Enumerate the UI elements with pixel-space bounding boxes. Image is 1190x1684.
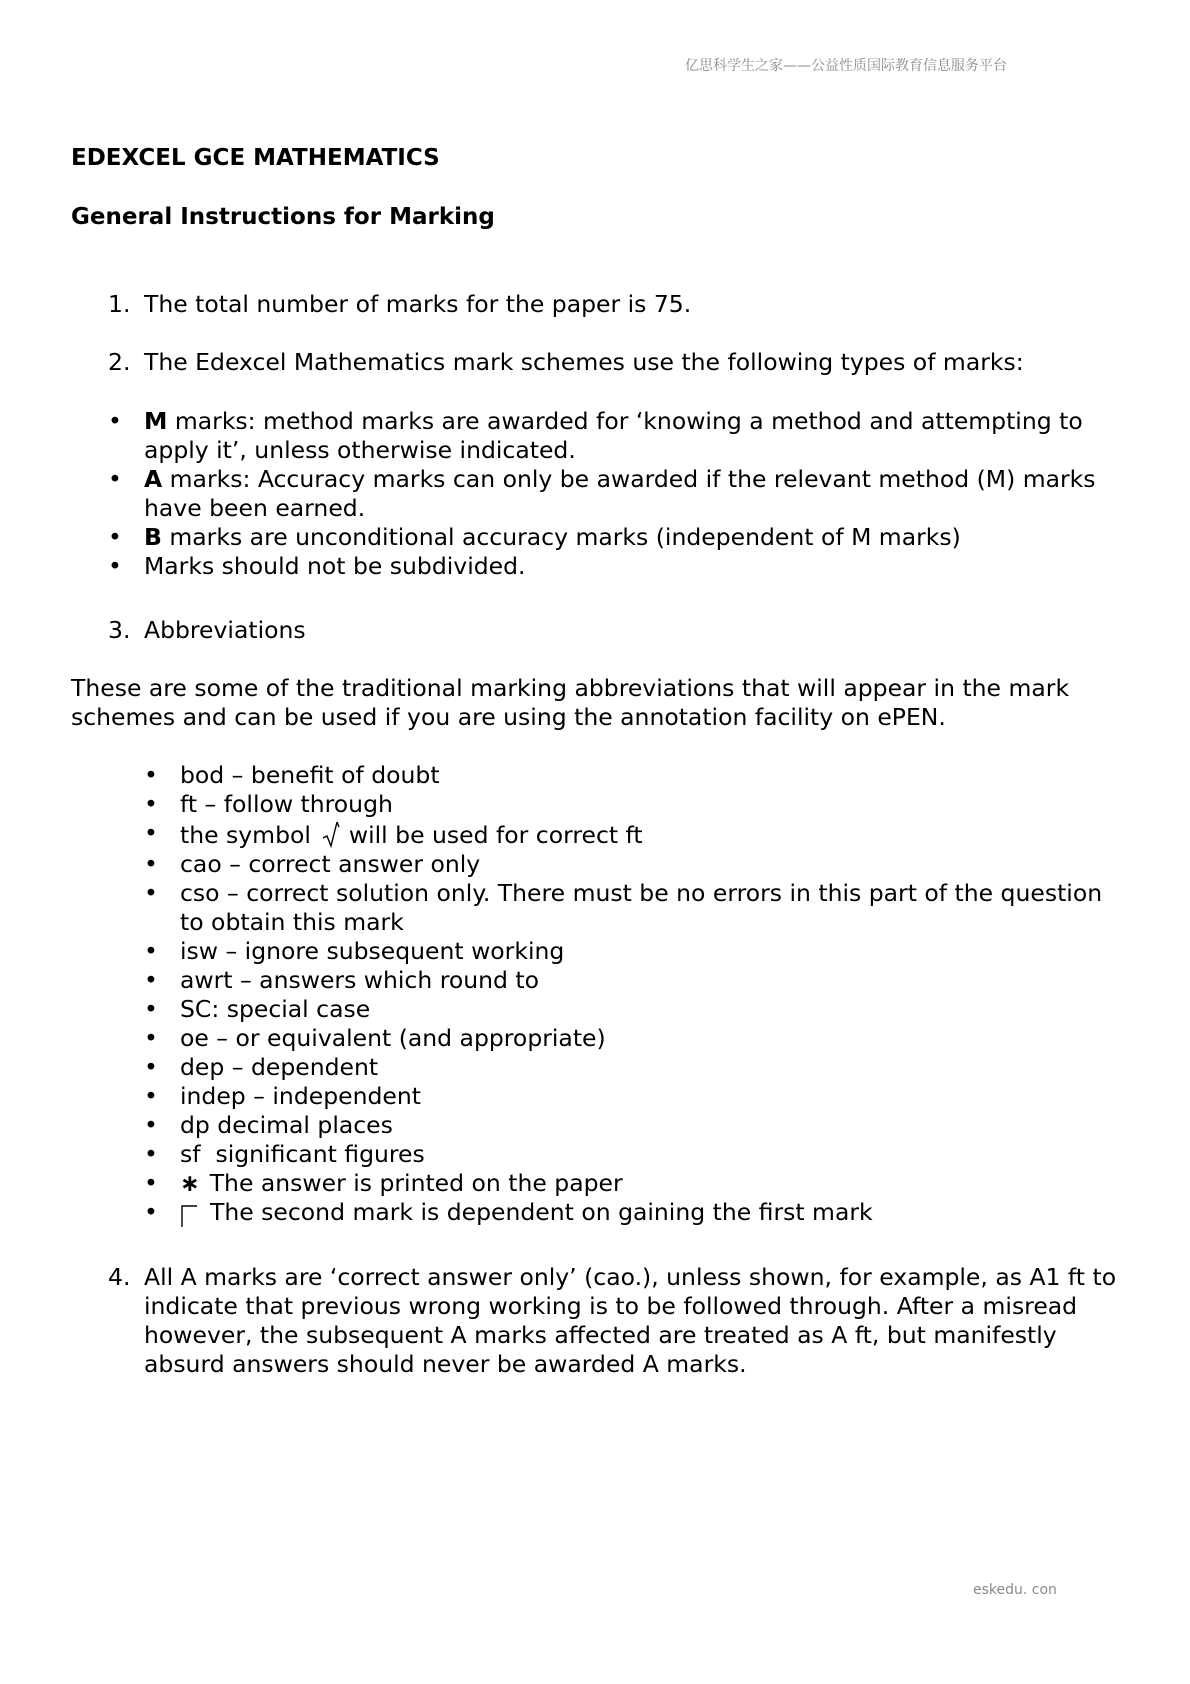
list-item	[144, 819, 1120, 850]
mark-letter: M	[144, 407, 168, 435]
instruction-4	[108, 1263, 1138, 1379]
instruction-2	[108, 348, 1138, 377]
bullet-icon: •	[144, 850, 158, 878]
list-item-text: awrt – answers which round to	[180, 966, 539, 994]
instruction-1	[108, 290, 1138, 319]
list-item	[144, 850, 1120, 879]
bullet-icon: •	[108, 465, 122, 493]
bullet-icon: •	[108, 523, 122, 551]
instruction-text: All A marks are ‘correct answer only’ (cao.), unless shown, for example, as A1 ft to indicate that previous wrong working is to be followed through. After a misread however, the subsequent A marks affected are treated as A ft, but manifestly absurd answers should never be awarded A marks.	[144, 1263, 1117, 1378]
bullet-icon: •	[144, 761, 158, 789]
bullet-icon: •	[144, 1198, 158, 1226]
list-item	[144, 761, 1120, 790]
instruction-text: Abbreviations	[144, 616, 306, 644]
list-item	[144, 1111, 1120, 1140]
list-item-text: The answer is printed on the paper	[209, 1169, 623, 1197]
bullet-icon: •	[144, 1024, 158, 1052]
list-item	[144, 1198, 1120, 1228]
asterisk-icon: ∗	[180, 1169, 200, 1197]
bullet-icon: •	[144, 1082, 158, 1110]
abbreviations-intro: These are some of the traditional marking abbreviations that will appear in the mark schemes and can be used if you are using the annotation facility on ePEN.	[71, 674, 1070, 731]
instruction-number: 2.	[108, 348, 131, 376]
list-item-text: The second mark is dependent on gaining the first mark	[210, 1198, 873, 1226]
instruction-number: 4.	[108, 1263, 131, 1291]
section-heading: General Instructions for Marking	[71, 204, 495, 230]
instruction-3	[108, 616, 1138, 645]
list-item-text: ft – follow through	[180, 790, 393, 818]
list-item	[108, 552, 1144, 581]
list-item	[144, 995, 1120, 1024]
bullet-icon: •	[144, 995, 158, 1023]
bullet-icon: •	[144, 966, 158, 994]
list-item	[108, 465, 1144, 523]
list-item	[144, 1053, 1120, 1082]
list-item	[144, 1140, 1120, 1169]
instruction-text: The total number of marks for the paper is 75.	[144, 290, 692, 318]
list-item	[144, 966, 1120, 995]
list-item-text: marks: Accuracy marks can only be awarded if the relevant method (M) marks have been earned.	[144, 465, 1096, 522]
list-item-text: Marks should not be subdivided.	[144, 552, 526, 580]
document-title: EDEXCEL GCE MATHEMATICS	[71, 145, 440, 171]
bullet-icon: •	[144, 1053, 158, 1081]
list-item-text: isw – ignore subsequent working	[180, 937, 565, 965]
instruction-text: The Edexcel Mathematics mark schemes use the following types of marks:	[144, 348, 1024, 376]
bullet-icon: •	[144, 879, 158, 907]
bullet-icon: •	[144, 1111, 158, 1139]
bullet-icon: •	[144, 1140, 158, 1168]
dependency-bracket-icon	[180, 1202, 198, 1228]
list-item-text: will be used for correct ft	[348, 821, 643, 849]
mark-letter: A	[144, 465, 163, 493]
bullet-icon: •	[144, 1169, 158, 1197]
list-item-text: dp decimal places	[180, 1111, 393, 1139]
instruction-number: 1.	[108, 290, 131, 318]
list-item	[144, 1082, 1120, 1111]
list-item-text: cso – correct solution only. There must be no errors in this part of the question to obtain this mark	[180, 879, 1103, 936]
list-item	[108, 407, 1144, 465]
header-watermark: 亿思科学生之家——公益性质国际教育信息服务平台	[685, 58, 1007, 74]
check-symbol-icon	[321, 819, 343, 849]
footer-watermark: eskedu. con	[973, 1582, 1057, 1598]
abbreviations-list	[144, 761, 1120, 1228]
list-item-text: dep – dependent	[180, 1053, 379, 1081]
list-item	[144, 879, 1120, 937]
bullet-icon: •	[108, 552, 122, 580]
list-item-text: marks: method marks are awarded for ‘knowing a method and attempting to apply it’, unless otherwise indicated.	[144, 407, 1083, 464]
bullet-icon: •	[144, 819, 158, 847]
list-item-text: oe – or equivalent (and appropriate)	[180, 1024, 606, 1052]
list-item-text: sf significant figures	[180, 1140, 425, 1168]
list-item	[144, 1169, 1120, 1198]
list-item	[144, 790, 1120, 819]
bullet-icon: •	[108, 407, 122, 435]
list-item	[144, 1024, 1120, 1053]
bullet-icon: •	[144, 790, 158, 818]
list-item-text: marks are unconditional accuracy marks (independent of M marks)	[161, 523, 961, 551]
list-item-text: the symbol	[180, 821, 311, 849]
list-item-text: cao – correct answer only	[180, 850, 481, 878]
list-item-text: bod – benefit of doubt	[180, 761, 440, 789]
mark-types-list	[108, 407, 1144, 581]
bullet-icon: •	[144, 937, 158, 965]
list-item	[108, 523, 1144, 552]
list-item	[144, 937, 1120, 966]
list-item-text: SC: special case	[180, 995, 371, 1023]
list-item-text: indep – independent	[180, 1082, 421, 1110]
instruction-number: 3.	[108, 616, 131, 644]
mark-letter: B	[144, 523, 162, 551]
